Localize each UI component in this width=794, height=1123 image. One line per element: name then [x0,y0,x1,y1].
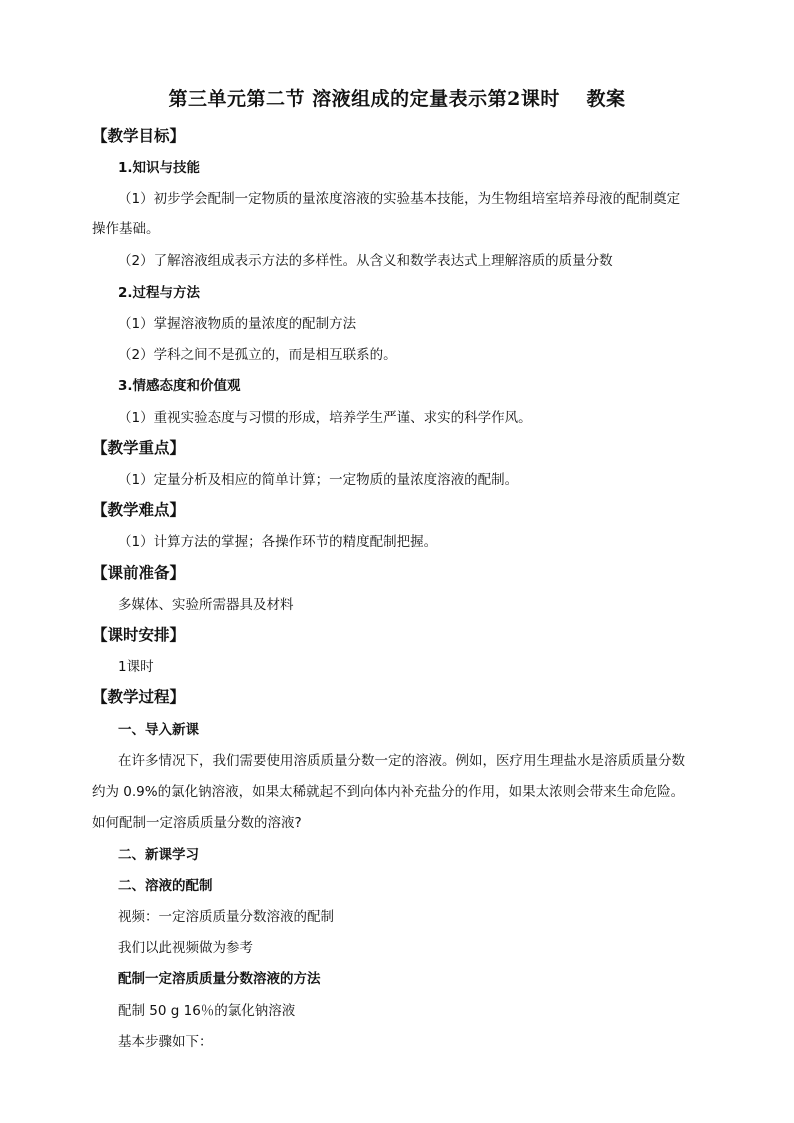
difficulties-heading: 【教学难点】 [92,501,186,519]
preparation-heading: 【课前准备】 [92,564,186,582]
schedule-heading: 【课时安排】 [92,626,186,644]
teaching-process-heading: 【教学过程】 [92,688,186,706]
preparation-text: 多媒体、实验所需器具及材料 [118,597,294,613]
steps-text: 基本步骤如下： [118,1034,213,1050]
example-text: 配制 50 g 16％的氯化钠溶液 [118,1003,296,1019]
reference-text: 我们以此视频做为参考 [118,940,253,956]
key-points-heading: 【教学重点】 [92,439,186,457]
knowledge-item-1-line-1: （1）初步学会配制一定物质的量浓度溶液的实验基本技能，为生物组培室培养母液的配制奠定 [118,191,681,207]
process-item-1: （1）掌握溶液物质的量浓度的配制方法 [118,316,357,332]
intro-heading: 一、导入新课 [118,722,199,738]
intro-line-2: 约为 0.9%的氯化钠溶液，如果太稀就起不到向体内补充盐分的作用，如果太浓则会带来生命危险。 [92,784,685,800]
solution-prep-heading: 二、溶液的配制 [118,878,213,894]
intro-line-3: 如何配制一定溶质质量分数的溶液? [92,815,302,831]
process-method-heading: 2.过程与方法 [118,285,201,301]
difficulties-item-1: （1）计算方法的掌握；各操作环节的精度配制把握。 [118,534,438,550]
document-title: 第三单元第二节 溶液组成的定量表示第2课时 教案 [168,88,626,110]
knowledge-item-1-line-2: 操作基础。 [92,221,160,237]
attitude-item-1: （1）重视实验态度与习惯的形成，培养学生严谨、求实的科学作风。 [118,410,532,426]
attitude-heading: 3.情感态度和价值观 [118,378,241,394]
key-points-item-1: （1）定量分析及相应的简单计算；一定物质的量浓度溶液的配制。 [118,472,519,488]
new-lesson-heading: 二、新课学习 [118,847,199,863]
video-text: 视频：一定溶质质量分数溶液的配制 [118,909,334,925]
intro-line-1: 在许多情况下，我们需要使用溶质质量分数一定的溶液。例如，医疗用生理盐水是溶质质量分数 [118,753,685,769]
objectives-heading: 【教学目标】 [92,127,186,145]
schedule-text: 1课时 [118,659,154,675]
process-item-2: （2）学科之间不是孤立的，而是相互联系的。 [118,347,397,363]
knowledge-heading: 1.知识与技能 [118,160,201,176]
method-heading: 配制一定溶质质量分数溶液的方法 [118,971,321,987]
knowledge-item-2: （2）了解溶液组成表示方法的多样性。从含义和数学表达式上理解溶质的质量分数 [118,253,613,269]
